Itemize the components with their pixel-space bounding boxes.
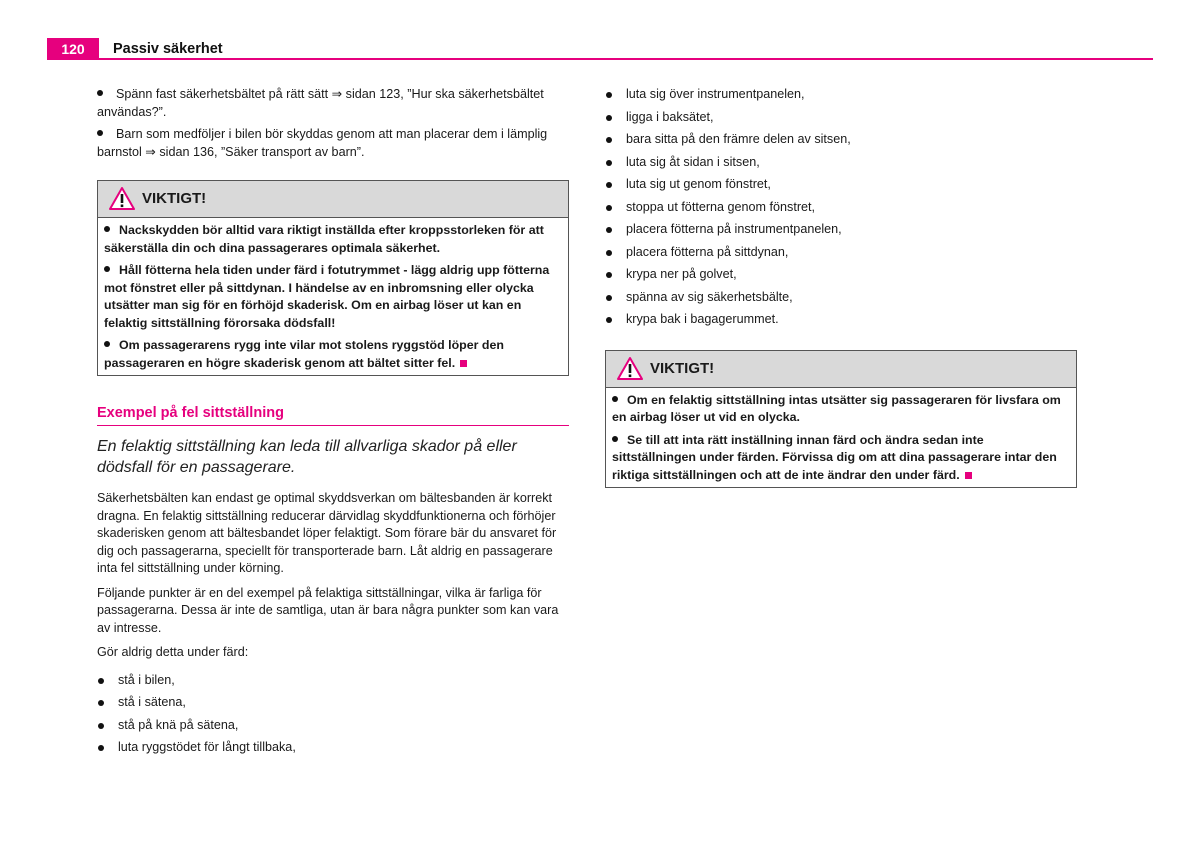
header-rule — [99, 58, 1153, 60]
bullet-dot-icon — [612, 436, 618, 442]
end-square-icon — [460, 360, 467, 367]
left-column — [97, 86, 569, 762]
bullet-dot-icon — [104, 226, 110, 232]
bullet-dot-icon — [606, 272, 612, 278]
warning-box — [605, 350, 1077, 489]
bullet-dot-icon — [97, 90, 103, 96]
list-item: luta sig åt sidan i sitsen, — [605, 154, 1077, 172]
bullet-dot-icon — [606, 137, 612, 143]
bullet-dot-icon — [104, 341, 110, 347]
page-number: 120 — [47, 38, 99, 60]
warning-item: Nackskydden bör alltid vara riktigt inställda efter kroppsstorleken för att säkerställa din och dina passagerares optimala säkerhet. — [104, 223, 544, 255]
list-item: Barn som medföljer i bilen bör skyddas genom att man placerar dem i lämplig barnstol ⇒ sidan 136, ”Säker transport av barn”. — [97, 127, 548, 159]
bullet-dot-icon — [606, 115, 612, 121]
intro-text: En felaktig sittställning kan leda till allvarliga skador på eller dödsfall för en passagerare. — [97, 438, 517, 476]
bullet-dot-icon — [98, 700, 104, 706]
bullet-dot-icon — [606, 160, 612, 166]
bullet-dot-icon — [612, 396, 618, 402]
warning-triangle-icon — [616, 356, 644, 381]
body-paragraph: Följande punkter är en del exempel på felaktiga sittställningar, vilka är farliga för passagerarna. Dessa är inte de samtliga, utan är bara några punkter som kan vara av intresse. — [97, 585, 559, 635]
list-item: luta ryggstödet för långt tillbaka, — [97, 739, 569, 757]
warning-body — [98, 218, 568, 375]
list-item: ligga i baksätet, — [605, 109, 1077, 127]
list-item: luta sig ut genom fönstret, — [605, 176, 1077, 194]
right-column — [605, 86, 1077, 488]
list-item: placera fötterna på sittdynan, — [605, 244, 1077, 262]
bullet-dot-icon — [606, 250, 612, 256]
bullet-dot-icon — [606, 227, 612, 233]
warning-body — [606, 388, 1076, 488]
warning-title: VIKTIGT! — [650, 359, 715, 377]
warning-triangle-icon — [108, 186, 136, 211]
bullet-dot-icon — [606, 295, 612, 301]
bullet-dot-icon — [606, 317, 612, 323]
bullet-dot-icon — [97, 130, 103, 136]
bullet-dot-icon — [98, 723, 104, 729]
warning-item: Om en felaktig sittställning intas utsätter sig passageraren för livsfara om en airbag löser ut vid en olycka. — [612, 392, 1061, 424]
list-item: stå på knä på sätena, — [97, 717, 569, 735]
list-item: bara sitta på den främre delen av sitsen, — [605, 131, 1077, 149]
list-item: spänna av sig säkerhetsbälte, — [605, 289, 1077, 307]
list-item: krypa bak i bagagerummet. — [605, 311, 1077, 329]
section-title: Exempel på fel sittställning — [97, 404, 569, 426]
body-paragraph: Gör aldrig detta under färd: — [97, 645, 249, 659]
page-header — [47, 38, 1153, 60]
list-item: Spänn fast säkerhetsbältet på rätt sätt ⇒ sidan 123, ”Hur ska säkerhetsbältet användas?”. — [97, 87, 544, 119]
list-item: stå i sätena, — [97, 694, 569, 712]
bullet-dot-icon — [104, 266, 110, 272]
warning-header — [606, 351, 1076, 388]
bullet-dot-icon — [606, 92, 612, 98]
warning-box — [97, 180, 569, 376]
bullet-dot-icon — [606, 182, 612, 188]
bullet-dot-icon — [98, 678, 104, 684]
body-paragraph: Säkerhetsbälten kan endast ge optimal skyddsverkan om bältesbanden är korrekt dragna. En felaktig sittställning reducerar därvidlag skyddfunktionerna och förhöjer skaderisken genom att bältesbandet löper felaktigt. Som förare bär du ansvaret för dig och passagerarna, speciellt för transporterade barn. Låt aldrig en passagerare inta fel sittställning under körning. — [97, 491, 557, 575]
warning-title: VIKTIGT! — [142, 190, 207, 207]
end-square-icon — [965, 472, 972, 479]
list-item: placera fötterna på instrumentpanelen, — [605, 221, 1077, 239]
list-item: stå i bilen, — [97, 672, 569, 690]
warning-header — [98, 181, 568, 218]
warning-item: Om passagerarens rygg inte vilar mot stolens ryggstöd löper den passageraren en högre skaderisk genom att bältet sitter fel. — [104, 338, 504, 370]
bullet-dot-icon — [606, 205, 612, 211]
list-item: luta sig över instrumentpanelen, — [605, 86, 1077, 104]
list-item: krypa ner på golvet, — [605, 266, 1077, 284]
bullet-dot-icon — [98, 745, 104, 751]
warning-item: Se till att inta rätt inställning innan färd och ändra sedan inte sittställningen under färden. Förvissa dig om att dina passagerare intar den riktiga sittställningen och att de inte ändrar den under färd. — [612, 432, 1057, 482]
warning-item: Håll fötterna hela tiden under färd i fotutrymmet - lägg aldrig upp fötterna mot fönstret eller på sittdynan. I händelse av en inbromsning eller olycka utsätter man sig för en förhöjd skaderisk. Om en airbag löser ut kan en felaktig sittställning förorsaka dödsfall! — [104, 263, 550, 330]
list-item: stoppa ut fötterna genom fönstret, — [605, 199, 1077, 217]
chapter-title: Passiv säkerhet — [113, 41, 223, 57]
